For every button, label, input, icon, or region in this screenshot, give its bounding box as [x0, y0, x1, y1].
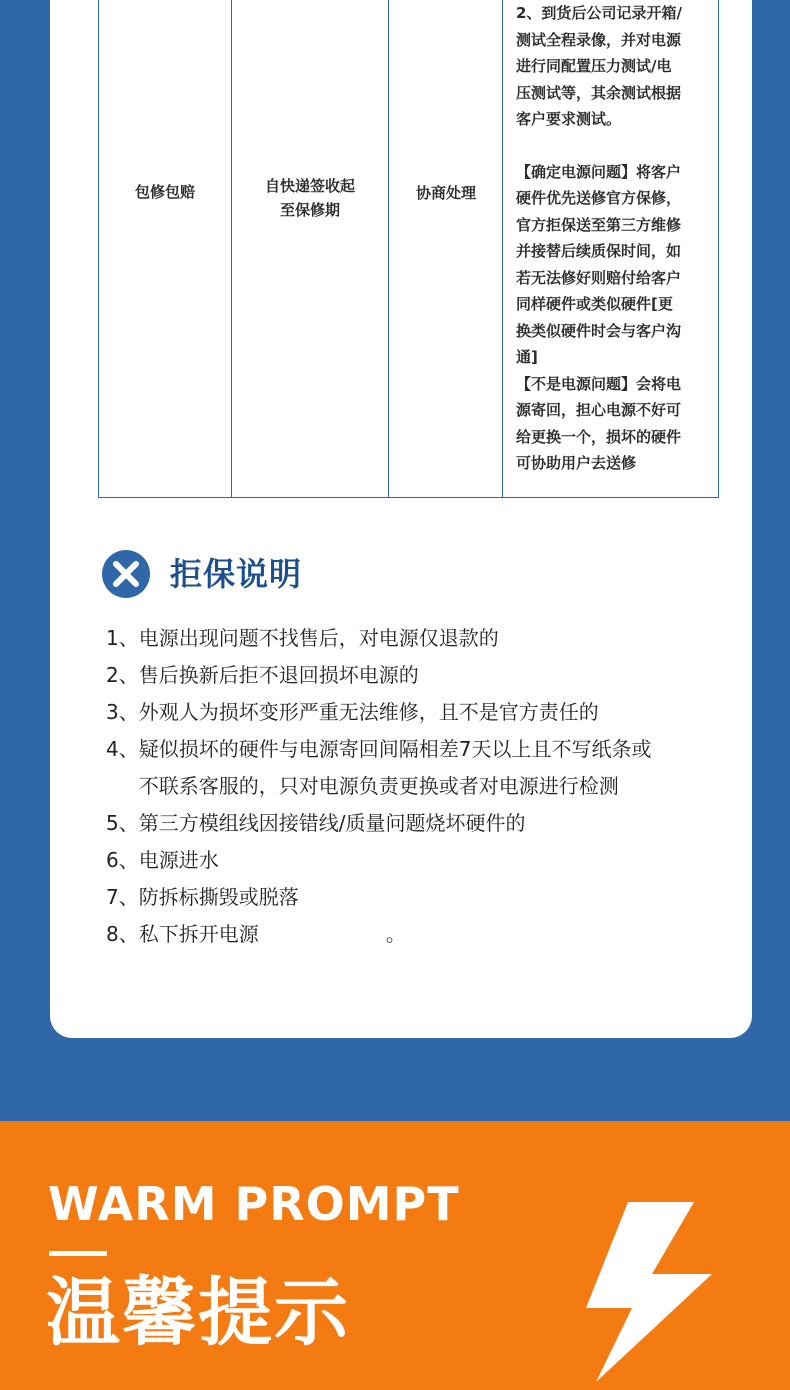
list-item: 1、 电源出现问题不找售后，对电源仅退款的: [106, 626, 499, 650]
lightning-icon: [582, 1196, 722, 1382]
list-item: 8、 私下拆开电源 。: [106, 922, 406, 946]
table-cell-handling: 协商处理: [415, 184, 476, 202]
detail-paragraph: 【不是电源问题】会将电 源寄回，担心电源不好可 给更换一个，损坏的硬件 可协助用户去送修: [516, 374, 682, 472]
list-item: 5、 第三方模组线因接错线/质量问题烧坏硬件的: [106, 811, 526, 835]
detail-paragraph: 【确定电源问题】将客户 硬件优先送修官方保修， 官方拒保送至第三方维修 并接替后续质保时间，如 若无法修好则赔付给客户 同样硬件或类似硬件[更 换类似硬件时会与客户沟 通]: [516, 162, 682, 366]
list-item: 6、 电源进水: [106, 848, 219, 872]
refusal-list: [106, 620, 726, 953]
table-cell-type: 包修包赔: [134, 183, 195, 201]
list-item: 2、 售后换新后拒不退回损坏电源的: [106, 663, 419, 687]
list-item: 7、 防拆标撕毁或脱落: [106, 885, 299, 909]
table-cell-details: [516, 0, 711, 477]
table-cell-period: 自快递签收起 至保修期: [264, 177, 355, 219]
warm-prompt-english: WARM PROMPT: [48, 1177, 460, 1231]
close-icon: [102, 550, 150, 598]
list-item: 4、 疑似损坏的硬件与电源寄回间隔相差7天以上且不写纸条或 不联系客服的，只对电源负责更换或者对电源进行检测: [106, 737, 652, 798]
list-item: 3、 外观人为损坏变形严重无法维修，且不是官方责任的: [106, 700, 599, 724]
detail-paragraph: 2、到货后公司记录开箱/ 测试全程录像，并对电源 进行同配置压力测试/电 压测试等，其余测试根据 客户要求测试。: [516, 4, 682, 128]
warm-prompt-title: 温馨提示: [46, 1270, 350, 1356]
section-title: 拒保说明: [170, 555, 303, 593]
divider: [49, 1251, 107, 1256]
